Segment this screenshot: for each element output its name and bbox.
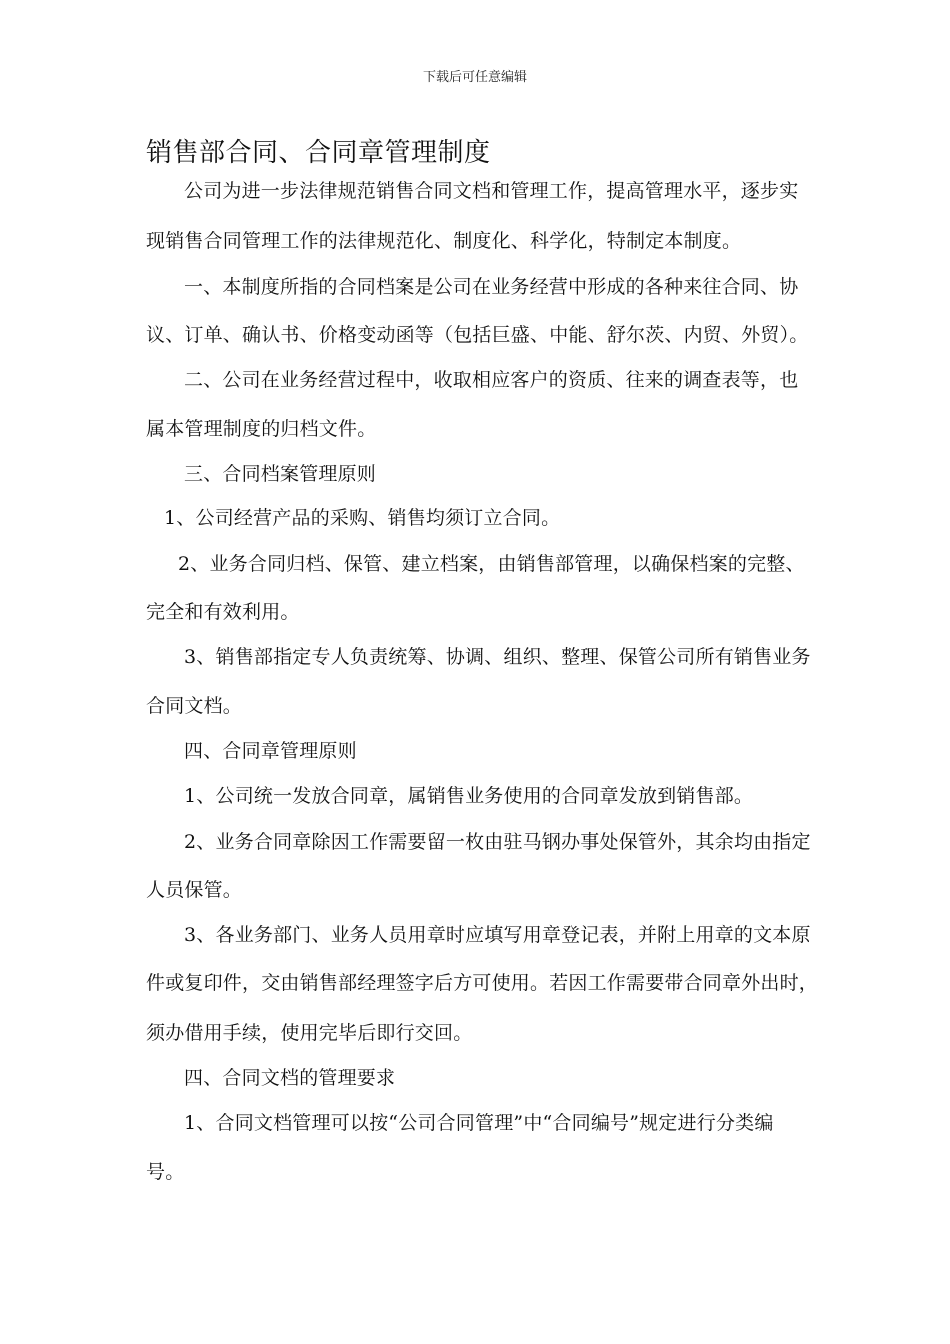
paragraph-line: 现销售合同管理工作的法律规范化、制度化、科学化，特制定本制度。 — [146, 230, 742, 252]
list-item: 2、业务合同归档、保管、建立档案，由销售部管理，以确保档案的完整、 — [178, 553, 805, 575]
list-item: 1、公司经营产品的采购、销售均须订立合同。 — [164, 507, 561, 529]
list-item: 1、公司统一发放合同章，属销售业务使用的合同章发放到销售部。 — [184, 785, 754, 807]
paragraph-line: 合同文档。 — [146, 695, 243, 717]
list-item: 3、各业务部门、业务人员用章时应填写用章登记表，并附上用章的文本原 — [184, 924, 811, 946]
section-heading: 四、合同文档的管理要求 — [184, 1067, 396, 1089]
section-heading: 三、合同档案管理原则 — [184, 463, 377, 485]
header-note: 下载后可任意编辑 — [422, 70, 527, 85]
paragraph-line: 二、公司在业务经营过程中，收取相应客户的资质、往来的调查表等，也 — [184, 369, 799, 391]
section-heading: 四、合同章管理原则 — [184, 740, 357, 762]
document-title: 销售部合同、合同章管理制度 — [146, 138, 491, 168]
paragraph-line: 公司为进一步法律规范销售合同文档和管理工作，提高管理水平，逐步实 — [184, 180, 799, 202]
paragraph-line: 属本管理制度的归档文件。 — [146, 418, 377, 440]
paragraph-line: 人员保管。 — [146, 879, 243, 901]
paragraph-line: 一、本制度所指的合同档案是公司在业务经营中形成的各种来往合同、协 — [184, 276, 799, 298]
paragraph-line: 件或复印件，交由销售部经理签字后方可使用。若因工作需要带合同章外出时， — [146, 972, 819, 994]
paragraph-line: 须办借用手续，使用完毕后即行交回。 — [146, 1022, 473, 1044]
list-item: 2、业务合同章除因工作需要留一枚由驻马钢办事处保管外，其余均由指定 — [184, 831, 811, 853]
paragraph-line: 完全和有效利用。 — [146, 601, 300, 623]
list-item: 3、销售部指定专人负责统筹、协调、组织、整理、保管公司所有销售业务 — [184, 646, 811, 668]
paragraph-line: 号。 — [146, 1161, 185, 1183]
list-item: 1、合同文档管理可以按“公司合同管理”中“合同编号”规定进行分类编 — [184, 1112, 774, 1134]
paragraph-line: 议、订单、确认书、价格变动函等（包括巨盛、中能、舒尔茨、内贸、外贸）。 — [146, 324, 809, 346]
